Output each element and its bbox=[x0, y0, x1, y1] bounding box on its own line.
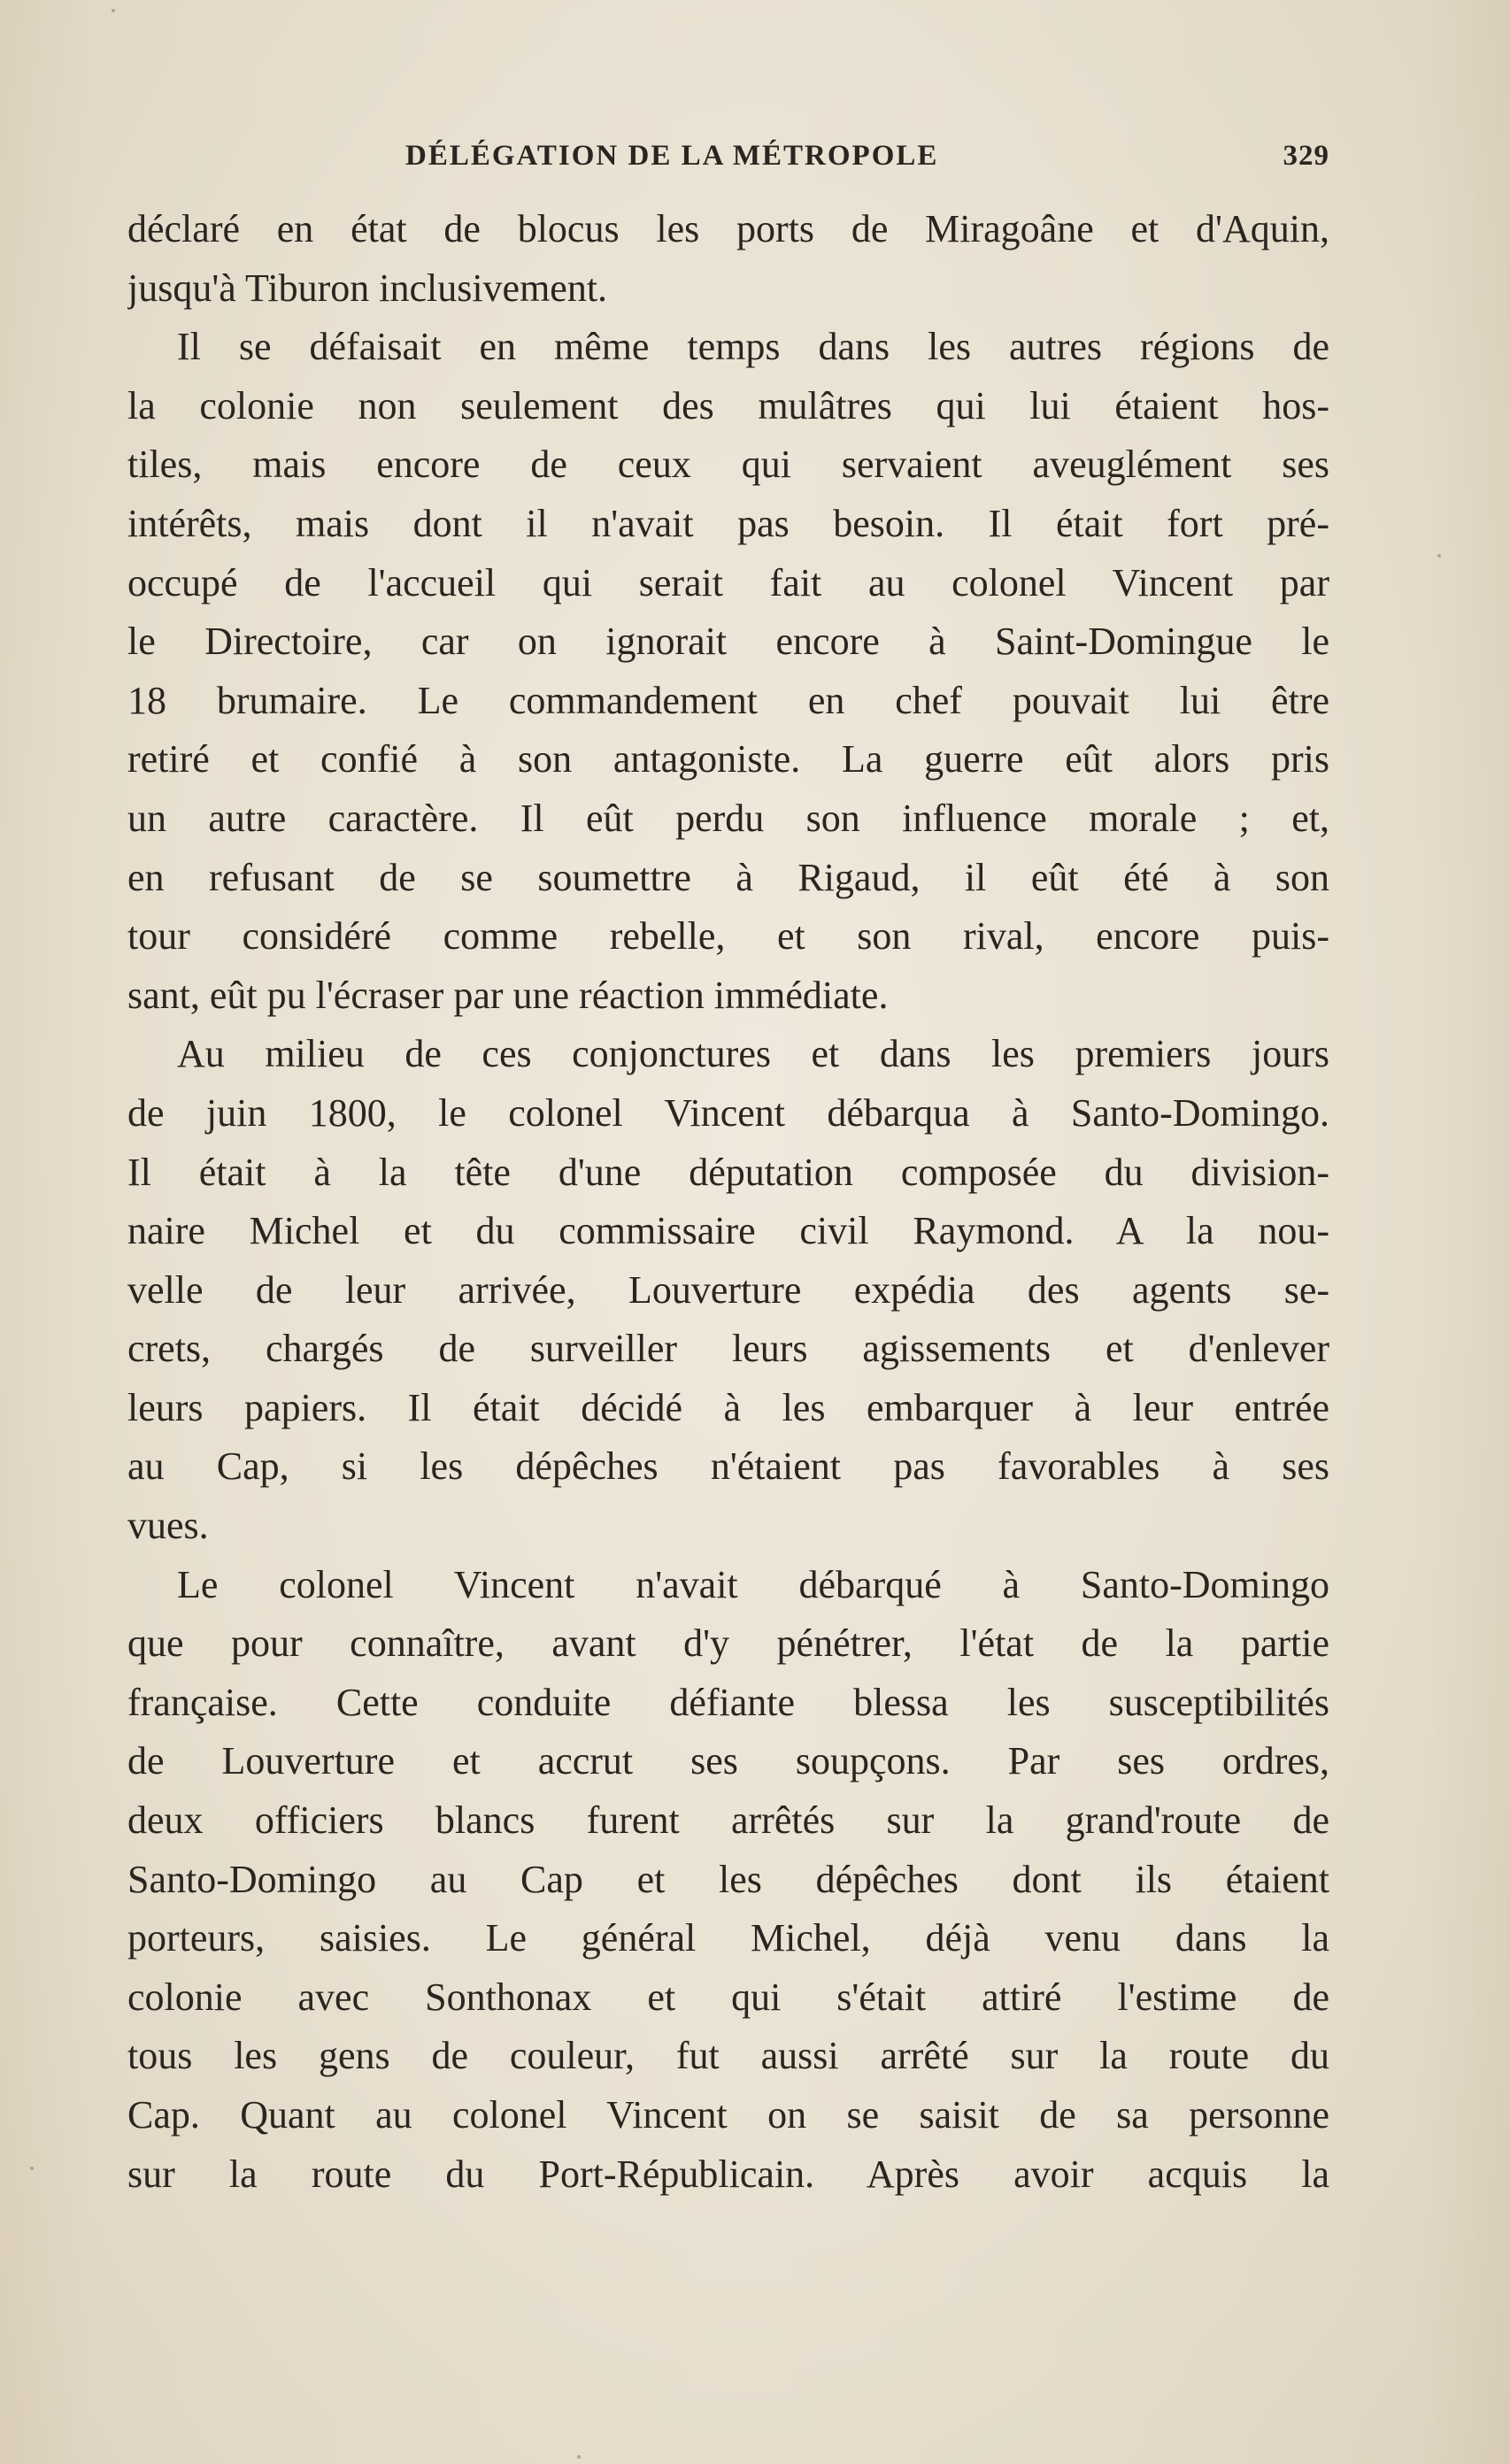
text-line: tous les gens de couleur, fut aussi arrêté sur la route du bbox=[127, 2034, 1329, 2078]
text-line: Il était à la tête d'une députation composée du division- bbox=[127, 1150, 1329, 1194]
text-line: leurs papiers. Il était décidé à les embarquer à leur entrée bbox=[127, 1385, 1329, 1429]
text-line: au Cap, si les dépêches n'étaient pas favorables à ses bbox=[127, 1444, 1329, 1489]
text-line: 18 brumaire. Le commandement en chef pouvait lui être bbox=[127, 678, 1329, 722]
text-line: sur la route du Port-Républicain. Après avoir acquis la bbox=[127, 2152, 1329, 2196]
text-line: de juin 1800, le colonel Vincent débarqua à Santo-Domingo. bbox=[127, 1090, 1329, 1135]
text-line: crets, chargés de surveiller leurs agissements et d'enlever bbox=[127, 1327, 1329, 1371]
text-line: que pour connaître, avant d'y pénétrer, l'état de la partie bbox=[127, 1621, 1329, 1666]
text-line: Santo-Domingo au Cap et les dépêches dont ils étaient bbox=[127, 1857, 1329, 1901]
text-line: retiré et confié à son antagoniste. La guerre eût alors pris bbox=[127, 737, 1329, 782]
text-line: intérêts, mais dont il n'avait pas besoin. Il était fort pré- bbox=[127, 501, 1329, 545]
text-line: velle de leur arrivée, Louverture expédia des agents se- bbox=[127, 1267, 1329, 1312]
text-line: Au milieu de ces conjonctures et dans les premiers jours bbox=[177, 1032, 1329, 1076]
text-line: sant, eût pu l'écraser par une réaction immédiate. bbox=[127, 973, 889, 1017]
text-line: Cap. Quant au colonel Vincent on se saisit de sa personne bbox=[127, 2093, 1329, 2137]
text-line: de Louverture et accrut ses soupçons. Par ses ordres, bbox=[127, 1739, 1329, 1783]
text-line: en refusant de se soumettre à Rigaud, il eût été à son bbox=[127, 855, 1329, 899]
page-header bbox=[127, 140, 1329, 179]
text-line: tiles, mais encore de ceux qui servaient aveuglément ses bbox=[127, 443, 1329, 487]
text-line: Le colonel Vincent n'avait débarqué à Santo-Domingo bbox=[177, 1562, 1329, 1606]
paper-speck bbox=[112, 9, 115, 12]
text-line: naire Michel et du commissaire civil Raymond. A la nou- bbox=[127, 1209, 1329, 1253]
body-text bbox=[127, 200, 1329, 2204]
text-line: porteurs, saisies. Le général Michel, déjà venu dans la bbox=[127, 1916, 1329, 1960]
text-line: jusqu'à Tiburon inclusivement. bbox=[127, 266, 608, 310]
paper-speck bbox=[577, 2455, 581, 2459]
text-line: colonie avec Sonthonax et qui s'était attiré l'estime de bbox=[127, 1975, 1329, 2019]
text-line: Il se défaisait en même temps dans les autres régions de bbox=[177, 325, 1329, 369]
paper-speck bbox=[1437, 554, 1441, 558]
text-line: un autre caractère. Il eût perdu son influence morale ; et, bbox=[127, 796, 1329, 840]
text-line: le Directoire, car on ignorait encore à Saint-Domingue le bbox=[127, 620, 1329, 664]
running-head: DÉLÉGATION DE LA MÉTROPOLE bbox=[405, 140, 939, 172]
page-number: 329 bbox=[1283, 140, 1329, 172]
text-line: française. Cette conduite défiante blessa les susceptibilités bbox=[127, 1680, 1329, 1724]
paper-speck bbox=[30, 2167, 34, 2170]
text-line: tour considéré comme rebelle, et son rival, encore puis- bbox=[127, 914, 1329, 959]
text-line: vues. bbox=[127, 1504, 209, 1548]
text-line: la colonie non seulement des mulâtres qui lui étaient hos- bbox=[127, 383, 1329, 427]
text-line: deux officiers blancs furent arrêtés sur la grand'route de bbox=[127, 1798, 1329, 1843]
text-line: occupé de l'accueil qui serait fait au colonel Vincent par bbox=[127, 560, 1329, 604]
text-line: déclaré en état de blocus les ports de Miragoâne et d'Aquin, bbox=[127, 207, 1329, 250]
